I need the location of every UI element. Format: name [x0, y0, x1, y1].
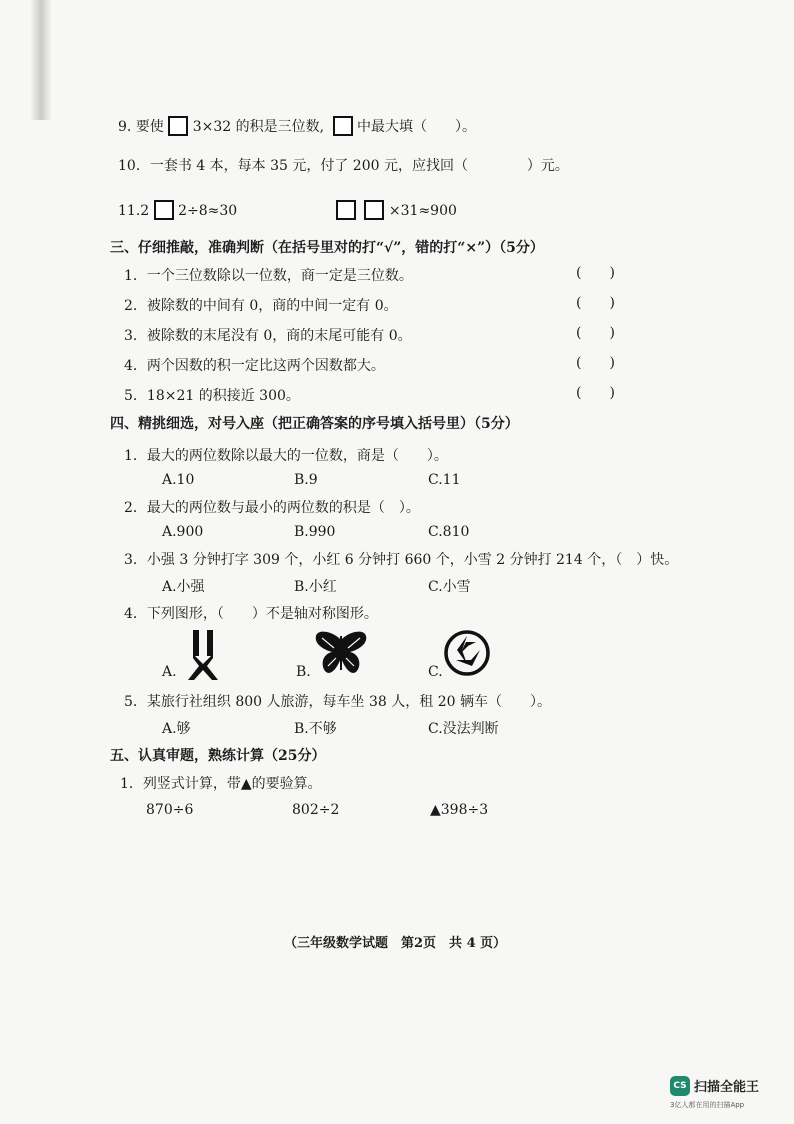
choice-q5-option-c[interactable]: C.没法判断 — [428, 721, 499, 737]
answer-box[interactable] — [333, 116, 353, 136]
circular-logo-icon — [444, 630, 490, 680]
judge-answer-1[interactable]: ( ) — [576, 265, 615, 281]
judge-item-5: 5．18×21 的积接近 300。 — [124, 388, 300, 404]
antenna-shape-icon — [182, 630, 224, 684]
question-9: 9. 要使 3×32 的积是三位数, 中最大填（ ）。 — [118, 116, 476, 137]
butterfly-icon — [314, 630, 368, 680]
answer-box[interactable] — [364, 200, 384, 220]
judge-answer-4[interactable]: ( ) — [576, 355, 615, 371]
choice-q5-option-b[interactable]: B.不够 — [294, 721, 337, 737]
section-3-heading: 三、仔细推敲，准确判断（在括号里对的打“√”，错的打“×”）（5分） — [110, 240, 544, 256]
judge-answer-2[interactable]: ( ) — [576, 295, 615, 311]
choice-q2-stem: 2．最大的两位数与最小的两位数的积是（ ）。 — [124, 500, 420, 516]
choice-q4-stem: 4．下列图形，（ ）不是轴对称图形。 — [124, 606, 378, 622]
choice-q1-stem: 1．最大的两位数除以最大的一位数，商是（ ）。 — [124, 448, 448, 464]
choice-q4-option-a[interactable]: A. — [162, 664, 177, 680]
camscanner-logo-icon: CS — [670, 1076, 690, 1096]
calc-expression-3: ▲398÷3 — [430, 802, 489, 818]
choice-q1-option-b[interactable]: B.9 — [294, 472, 318, 488]
choice-q2-option-c[interactable]: C.810 — [428, 524, 470, 540]
judge-answer-3[interactable]: ( ) — [576, 325, 615, 341]
choice-q2-option-a[interactable]: A.900 — [162, 524, 204, 540]
judge-item-2: 2．被除数的中间有 0，商的中间一定有 0。 — [124, 298, 398, 314]
choice-q1-option-a[interactable]: A.10 — [162, 472, 195, 488]
calc-expression-1: 870÷6 — [146, 802, 194, 818]
section-4-heading: 四、精挑细选，对号入座（把正确答案的序号填入括号里）（5分） — [110, 416, 519, 432]
choice-q5-option-a[interactable]: A.够 — [162, 721, 191, 737]
scan-edge-shadow — [30, 0, 52, 120]
judge-answer-5[interactable]: ( ) — [576, 385, 615, 401]
choice-q3-stem: 3．小强 3 分钟打字 309 个，小红 6 分钟打 660 个，小雪 2 分钟打 214 个，（ ）快。 — [124, 552, 679, 568]
choice-q5-stem: 5．某旅行社组织 800 人旅游，每车坐 38 人，租 20 辆车（ ）。 — [124, 694, 551, 710]
calc-instruction: 1．列竖式计算，带▲的要验算。 — [120, 776, 322, 792]
choice-q3-option-b[interactable]: B.小红 — [294, 579, 337, 595]
choice-q4-option-b[interactable]: B. — [296, 664, 311, 680]
choice-q1-option-c[interactable]: C.11 — [428, 472, 461, 488]
choice-q3-option-a[interactable]: A.小强 — [162, 579, 205, 595]
watermark-tagline: 3亿人都在用的扫描App — [670, 1101, 745, 1109]
page-footer: （三年级数学试题 第2页 共 4 页） — [284, 936, 507, 951]
watermark-app-name: 扫描全能王 — [694, 1080, 760, 1095]
question-10: 10．一套书 4 本，每本 35 元，付了 200 元，应找回（ ）元。 — [118, 158, 569, 174]
choice-q4-option-c[interactable]: C. — [428, 664, 443, 680]
answer-box[interactable] — [168, 116, 188, 136]
judge-item-4: 4．两个因数的积一定比这两个因数都大。 — [124, 358, 385, 374]
choice-q2-option-b[interactable]: B.990 — [294, 524, 336, 540]
section-5-heading: 五、认真审题，熟练计算（25分） — [110, 748, 326, 764]
calc-expression-2: 802÷2 — [292, 802, 340, 818]
scanner-watermark — [670, 1074, 780, 1112]
choice-q3-option-c[interactable]: C.小雪 — [428, 579, 471, 595]
judge-item-1: 1．一个三位数除以一位数，商一定是三位数。 — [124, 268, 413, 284]
answer-box[interactable] — [336, 200, 356, 220]
judge-item-3: 3．被除数的末尾没有 0，商的末尾可能有 0。 — [124, 328, 412, 344]
question-11: 11.2 2÷8≈30 — [118, 200, 237, 221]
question-11-part2: ×31≈900 — [336, 200, 457, 221]
answer-box[interactable] — [154, 200, 174, 220]
